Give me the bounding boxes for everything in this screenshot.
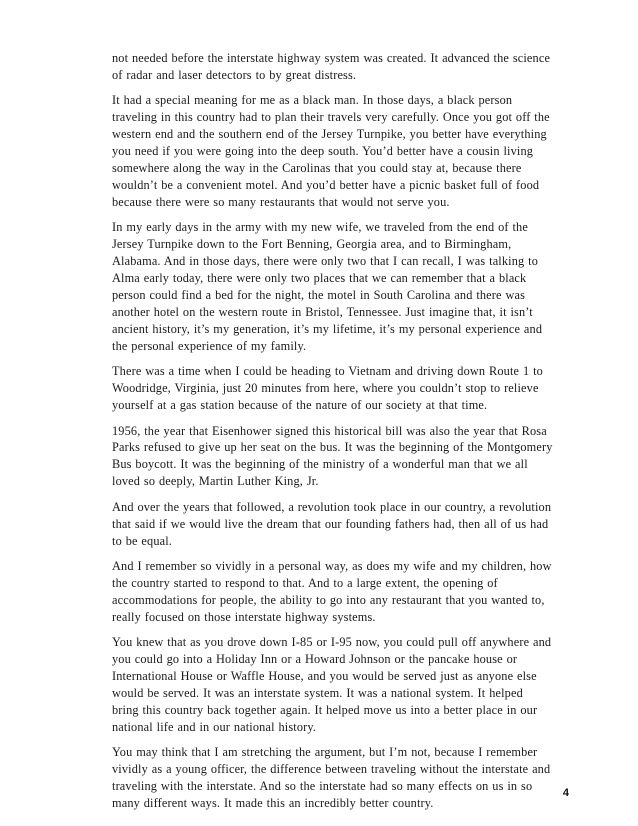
paragraph-7: And I remember so vividly in a personal way, as does my wife and my children, how the country started to respond to that. And to a large extent, the opening of accommodations for people, the ability to go into any restaurant that you wanted to, really focused on those interstate highway systems. xyxy=(112,559,552,624)
paragraph-8: You knew that as you drove down I-85 or I-95 now, you could pull off anywhere and you could go into a Holiday Inn or a Howard Johnson or the pancake house or International House or Waffle House, and you would be served just as anyone else would be served. It was an interstate system. It was a national system. It helped bring this country back together again. It helped move us into a better place in our national life and in our national history. xyxy=(112,635,552,734)
paragraph-2: It had a special meaning for me as a black man. In those days, a black person traveling in this country had to plan their travels very carefully. Once you got off the western end and the southern end of the Jersey Turnpike, you better have everything you need if you were going into the deep south. You’d better have a cousin living somewhere along the way in the Carolinas that you could stay at, because there wouldn’t be a convenient motel. And you’d better have a picnic basket full of food because there were so many restaurants that would not serve you. xyxy=(112,93,550,209)
document-body xyxy=(112,50,574,821)
page-number: 4 xyxy=(562,787,569,799)
paragraph-6: And over the years that followed, a revolution took place in our country, a revolution that said if we would live the dream that our founding fathers had, then all of us had to be equal. xyxy=(112,499,552,548)
paragraph-4: There was a time when I could be heading to Vietnam and driving down Route 1 to Woodridge, Virginia, just 20 minutes from here, where you couldn’t stop to relieve yourself at a gas station because of the nature of our society at that time. xyxy=(112,364,543,412)
paragraph-5: 1956, the year that Eisenhower signed this historical bill was also the year that Rosa Parks refused to give up her seat on the bus. It was the beginning of the Montgomery Bus boycott. It was the beginning of the ministry of a wonderful man that we all loved so deeply, Martin Luther King, Jr. xyxy=(112,423,553,489)
paragraph-3: In my early days in the army with my new wife, we traveled from the end of the Jersey Turnpike down to the Fort Benning, Georgia area, and to Birmingham, Alabama. And in those days, there were only two that I can recall, I was talking to Alma early today, there were only two places that we can remember that a black person could find a bed for the night, the motel in South Carolina and there was another hotel on the western route in Bristol, Tennessee. Just imagine that, it isn’t ancient history, it’s my generation, it’s my lifetime, it’s my personal experience and the personal experience of my family. xyxy=(112,220,543,353)
paragraph-9: You may think that I am stretching the argument, but I’m not, because I remember vividly as a young officer, the difference between traveling without the interstate and traveling with the interstate. And so the interstate had so many effects on us in so many different ways. It made this an incredibly better country. xyxy=(112,745,551,810)
paragraph-1: not needed before the interstate highway system was created. It advanced the science of radar and laser detectors to by great distress. xyxy=(112,51,551,82)
